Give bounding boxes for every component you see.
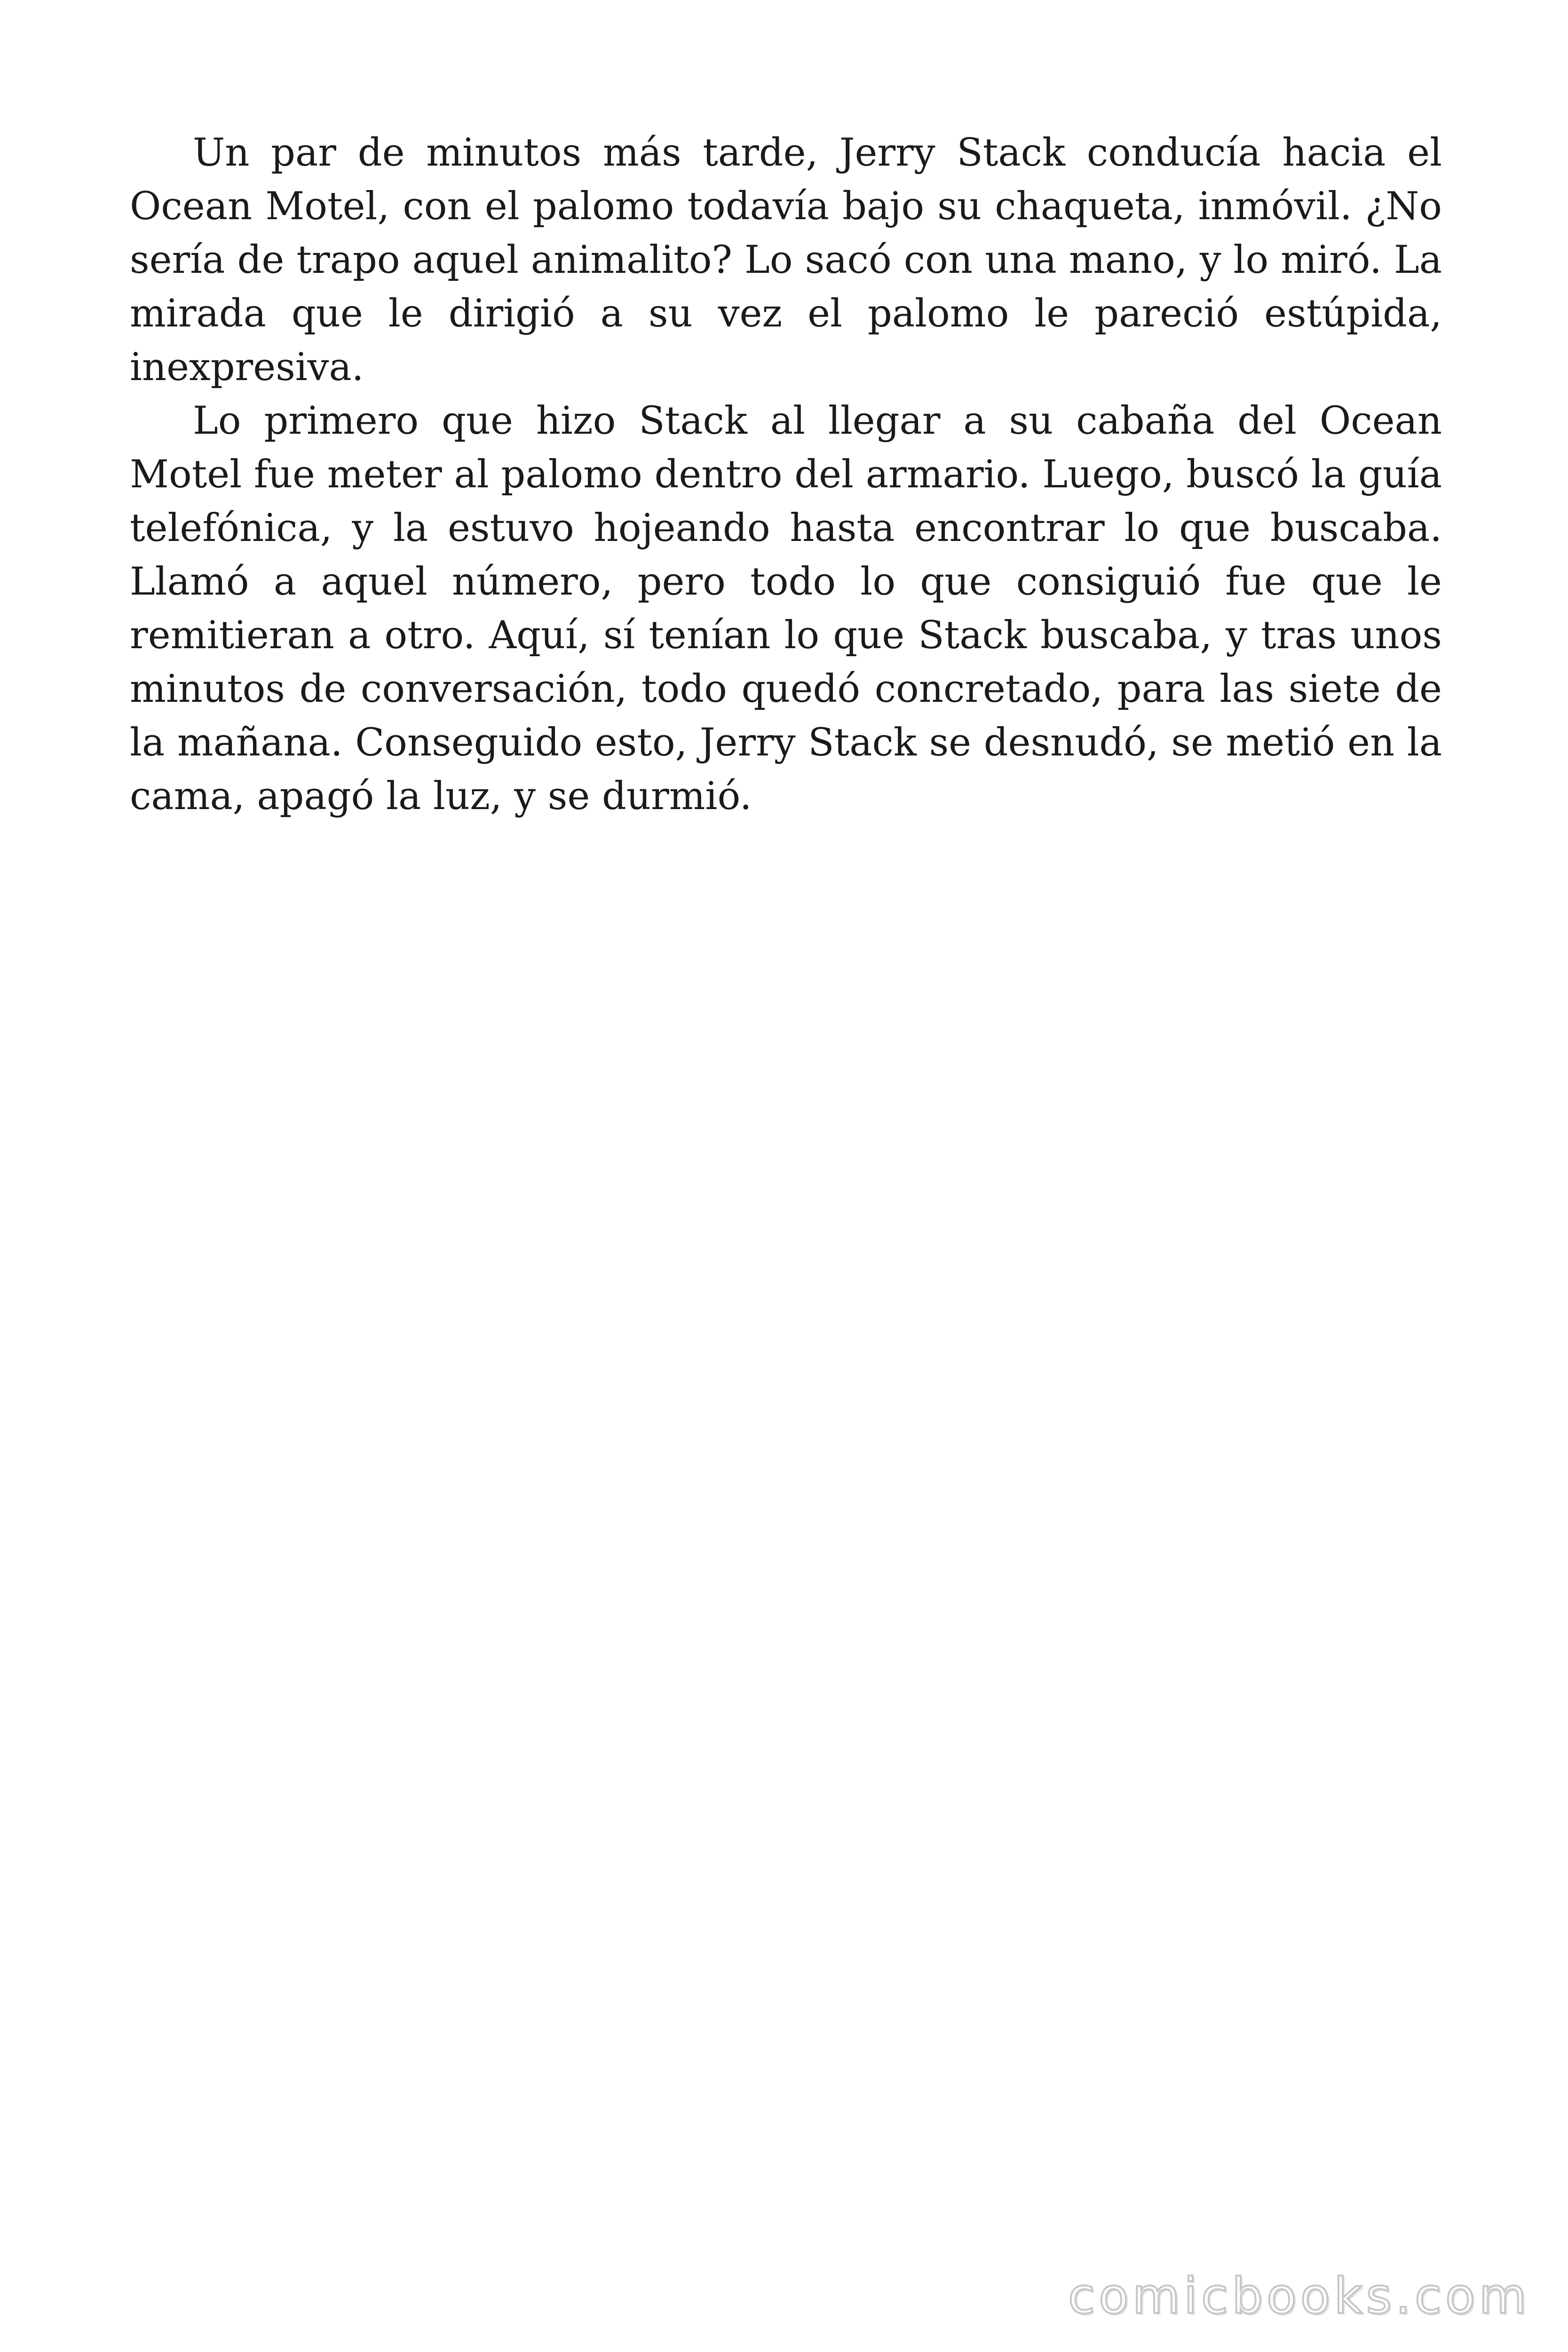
paragraph-1: Un par de minutos más tarde, Jerry Stack conducía hacia el Ocean Motel, con el palomo todavía bajo su chaqueta, inmóvil. ¿No sería de trapo aquel animalito? Lo sacó con una mano, y lo miró. La mirada que le dirigió a su vez el palomo le pareció estúpida, inexpresiva. — [130, 131, 1442, 389]
watermark-logo: comicbooks.com — [1068, 2267, 1530, 2325]
paragraph-2: Lo primero que hizo Stack al llegar a su cabaña del Ocean Motel fue meter al palomo dentro del armario. Luego, buscó la guía telefónica, y la estuvo hojeando hasta encontrar lo que buscaba. Llamó a aquel número, pero todo lo que consiguió fue que le remitieran a otro. Aquí, sí tenían lo que Stack buscaba, y tras unos minutos de conversación, todo quedó concretado, para las siete de la mañana. Conseguido esto, Jerry Stack se desnudó, se metió en la cama, apagó la luz, y se durmió. — [130, 399, 1442, 818]
body-text — [130, 126, 1442, 823]
